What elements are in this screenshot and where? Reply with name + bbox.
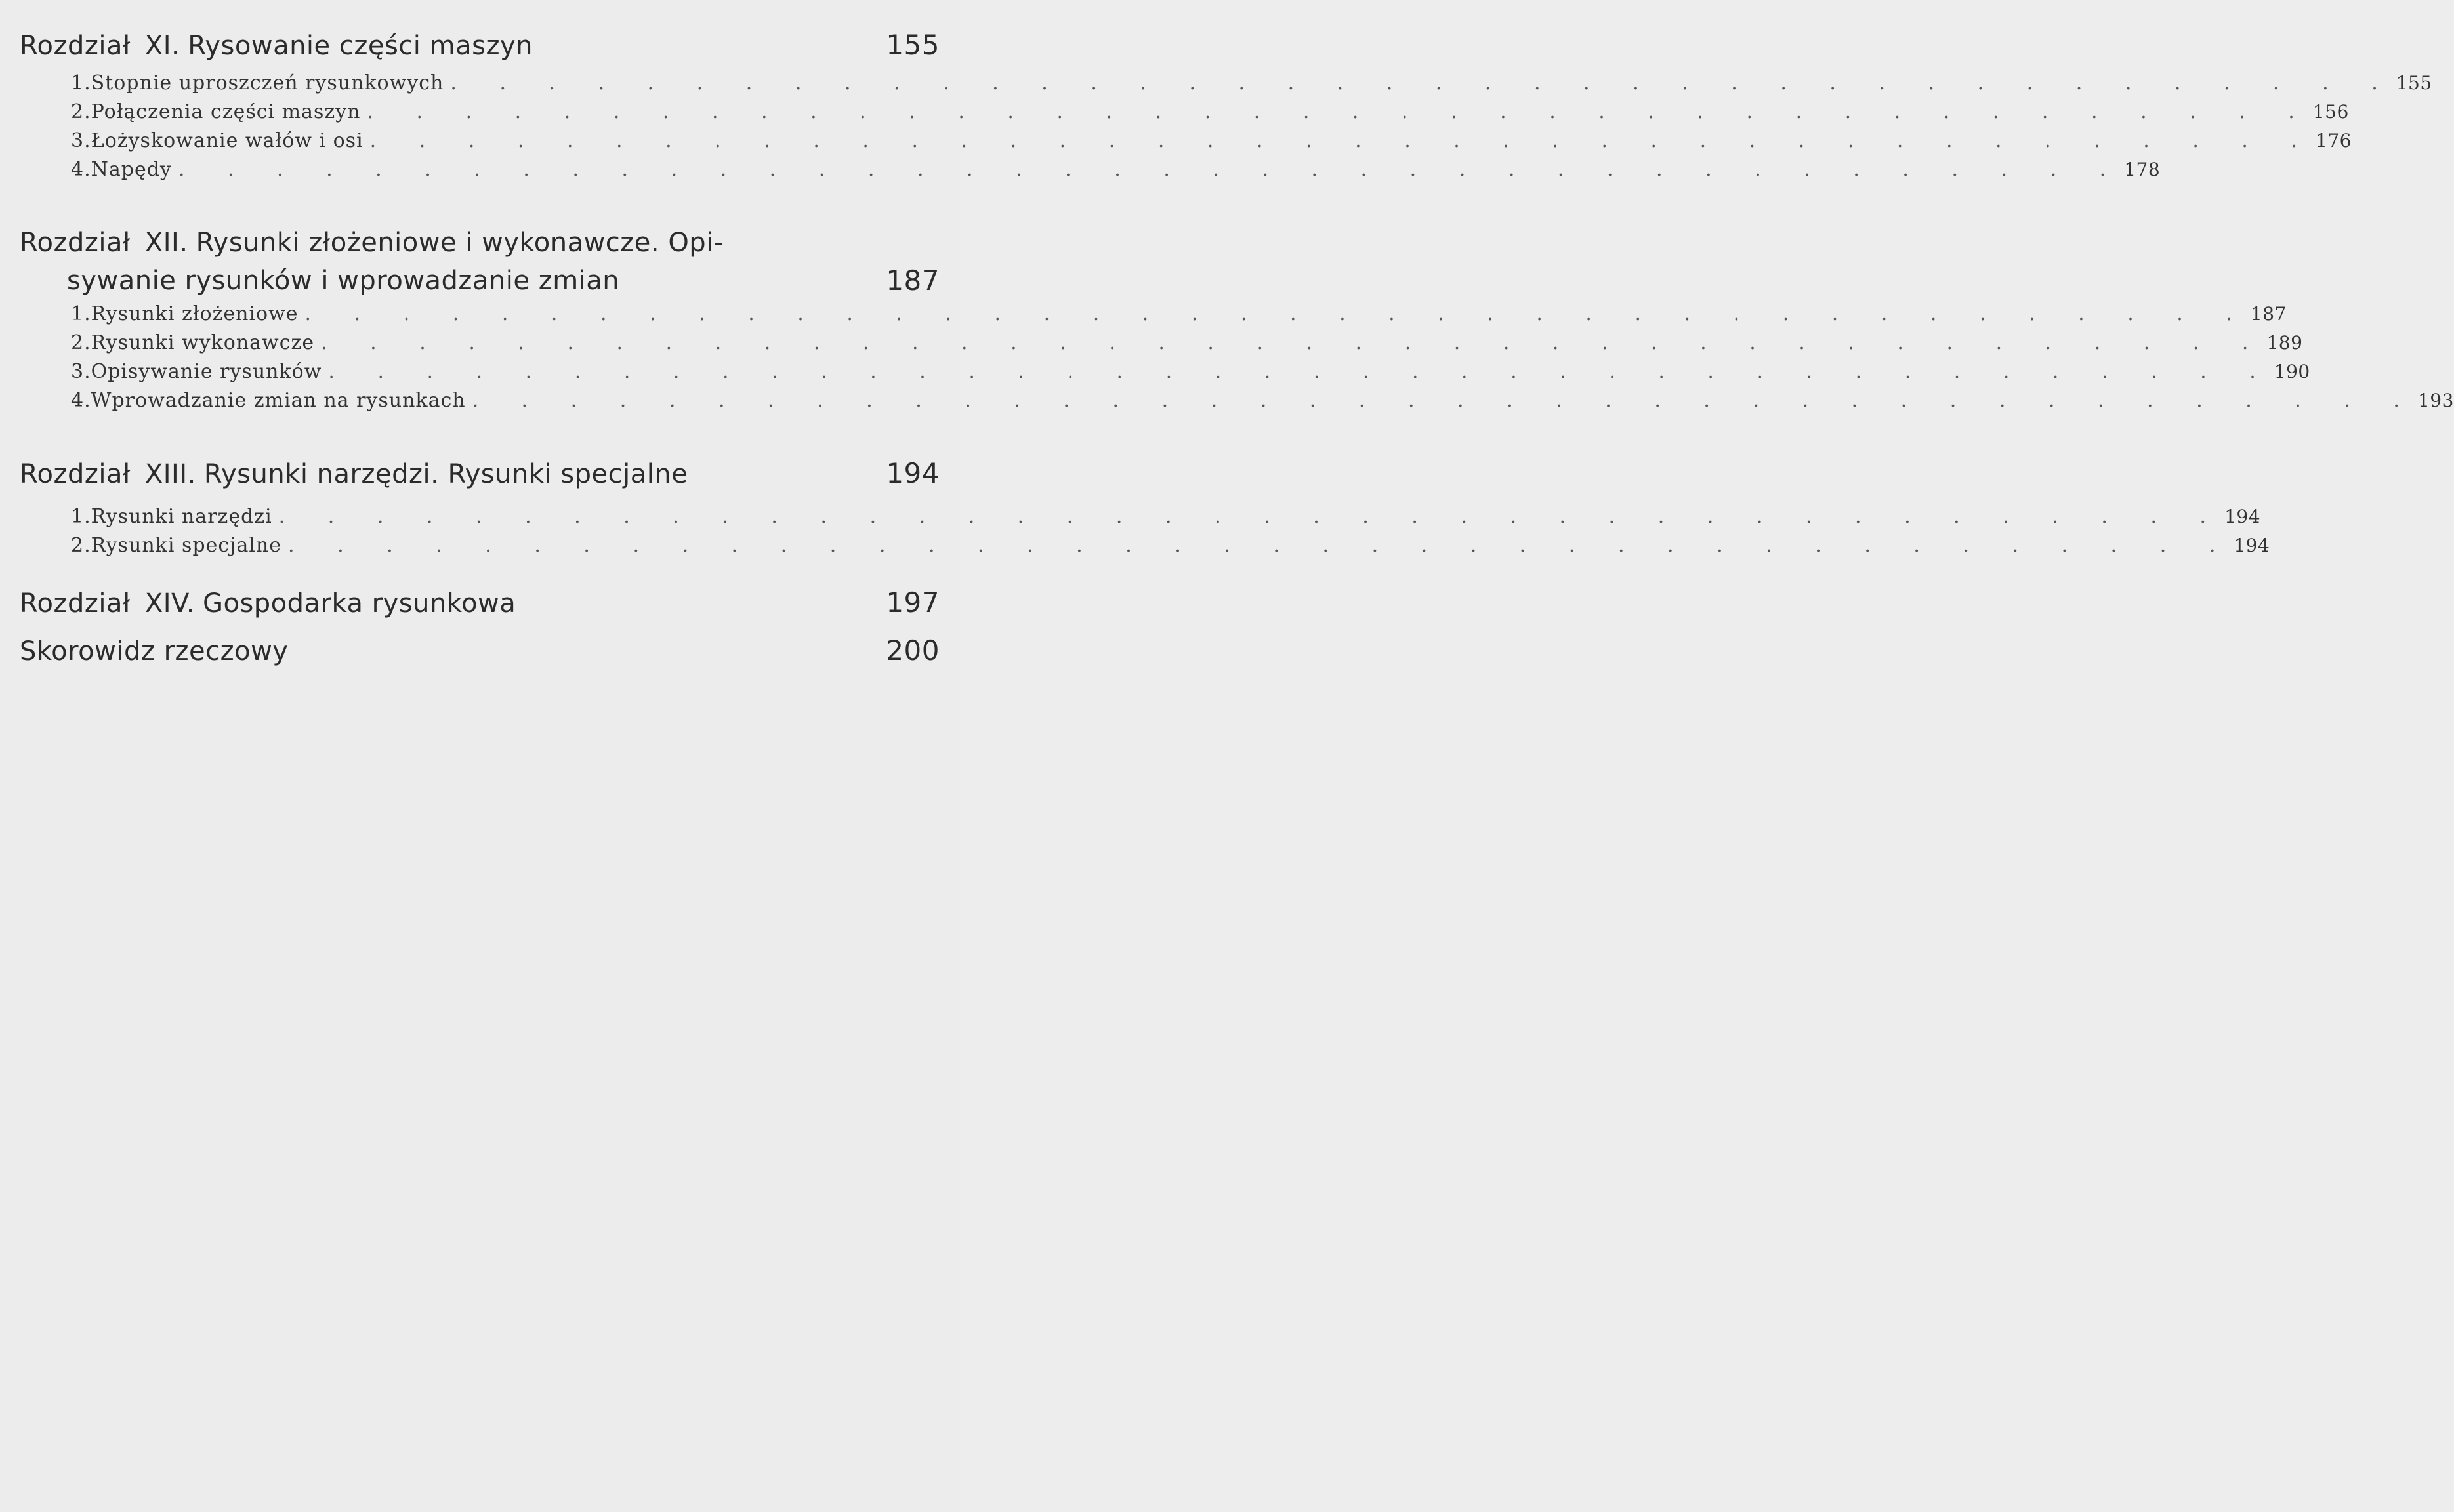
index-heading [20, 632, 940, 670]
section-number: 1. [71, 302, 91, 325]
section-page-number: 187 [2250, 303, 2287, 325]
section-title: Rysunki narzędzi [91, 505, 272, 528]
section-title: Opisywanie rysunków [91, 360, 322, 383]
section-list [71, 300, 2454, 415]
list-item [71, 98, 2349, 127]
section-page-number: 155 [2396, 72, 2432, 94]
leader-dots: . . . . . . . . . . . . . . . . . . . . . . . . . . . . . . . . . . . . . . . . [278, 505, 2225, 528]
chapter-heading [20, 455, 940, 493]
section-page-number: 194 [2224, 506, 2261, 527]
section-number: 1. [71, 72, 91, 94]
chapter-number: XII. [144, 228, 188, 258]
list-item [71, 329, 2303, 358]
chapter-title: Rysunki złożeniowe i wykonawcze. Opi- [196, 228, 724, 258]
section-title: Łożyskowanie wałów i osi [91, 129, 364, 152]
leader-dots: . . . . . . . . . . . . . . . . . . . . . . . . . . . . . . . . . . . . . . . . [178, 158, 2125, 181]
section-title: Napędy [91, 158, 172, 181]
list-item [71, 69, 2432, 98]
chapter-heading [20, 26, 940, 65]
leader-dots: . . . . . . . . . . . . . . . . . . . . . . . . . . . . . . . . . . . . . . . . [288, 534, 2234, 557]
section-page-number: 190 [2274, 361, 2310, 382]
index-page-number: 200 [886, 634, 940, 666]
section-page-number: 193 [2417, 390, 2454, 411]
chapter-number: XIV. [144, 588, 195, 619]
section-page-number: 156 [2312, 101, 2349, 123]
chapter-title-continuation: sywanie rysunków i wprowadzanie zmian [67, 266, 620, 296]
section-number: 3. [71, 129, 91, 152]
leader-dots: . . . . . . . . . . . . . . . . . . . . . . . . . . . . . . . . . . . . . . . . [304, 302, 2251, 325]
leader-dots: . . . . . . . . . . . . . . . . . . . . . . . . . . . . . . . . . . . . . . . . [328, 360, 2274, 383]
section-title: Stopnie uproszczeń rysunkowych [91, 72, 444, 94]
section-title: Wprowadzanie zmian na rysunkach [91, 389, 466, 412]
chapter-label: Rozdział [20, 228, 131, 258]
chapter-label: Rozdział [20, 588, 131, 619]
section-number: 3. [71, 360, 91, 383]
section-list [71, 69, 2432, 184]
chapter-block-xiii [20, 455, 2270, 560]
leader-dots: . . . . . . . . . . . . . . . . . . . . . . . . . . . . . . . . . . . . . . . . [321, 331, 2267, 354]
chapter-title: Rysowanie części maszyn [188, 31, 533, 61]
leader-dots: . . . . . . . . . . . . . . . . . . . . . . . . . . . . . . . . . . . . . . . . [367, 100, 2313, 123]
leader-dots: . . . . . . . . . . . . . . . . . . . . . . . . . . . . . . . . . . . . . . . . [369, 129, 2316, 152]
list-item [71, 358, 2310, 386]
list-item [71, 127, 2352, 155]
list-item [71, 300, 2287, 329]
chapter-page-number: 197 [886, 586, 940, 619]
chapter-title: Gospodarka rysunkowa [202, 588, 516, 619]
section-number: 4. [71, 158, 91, 181]
section-number: 2. [71, 534, 91, 557]
list-item [71, 531, 2270, 560]
section-number: 2. [71, 100, 91, 123]
list-item [71, 155, 2161, 184]
section-title: Rysunki specjalne [91, 534, 281, 557]
chapter-block-xi [20, 26, 2432, 184]
chapter-number: XI. [144, 31, 180, 61]
list-item [71, 386, 2454, 415]
chapter-heading [20, 584, 940, 623]
chapter-title: Rysunki narzędzi. Rysunki specjalne [203, 459, 688, 489]
index-title: Skorowidz rzeczowy [20, 636, 289, 666]
section-title: Połączenia części maszyn [91, 100, 361, 123]
chapter-heading [20, 224, 940, 300]
leader-dots: . . . . . . . . . . . . . . . . . . . . . . . . . . . . . . . . . . . . . . . . [450, 72, 2396, 94]
chapter-block-xii [20, 224, 2454, 415]
section-page-number: 178 [2124, 159, 2161, 180]
table-of-contents [20, 26, 2454, 680]
section-number: 2. [71, 331, 91, 354]
chapter-block-xiv [20, 584, 940, 623]
section-list [71, 502, 2270, 560]
chapter-number: XIII. [144, 459, 196, 489]
section-page-number: 194 [2234, 535, 2270, 556]
chapter-page-number: 194 [886, 457, 940, 489]
chapter-page-number: 155 [886, 29, 940, 61]
section-page-number: 189 [2266, 332, 2303, 354]
section-number: 4. [71, 389, 91, 412]
section-title: Rysunki złożeniowe [91, 302, 299, 325]
chapter-page-number: 187 [886, 264, 940, 296]
chapter-label: Rozdział [20, 31, 131, 61]
section-page-number: 176 [2316, 130, 2352, 152]
section-title: Rysunki wykonawcze [91, 331, 315, 354]
chapter-label: Rozdział [20, 459, 131, 489]
list-item [71, 502, 2261, 531]
index-block [20, 632, 940, 670]
section-number: 1. [71, 505, 91, 528]
leader-dots: . . . . . . . . . . . . . . . . . . . . . . . . . . . . . . . . . . . . . . . . [472, 389, 2418, 412]
